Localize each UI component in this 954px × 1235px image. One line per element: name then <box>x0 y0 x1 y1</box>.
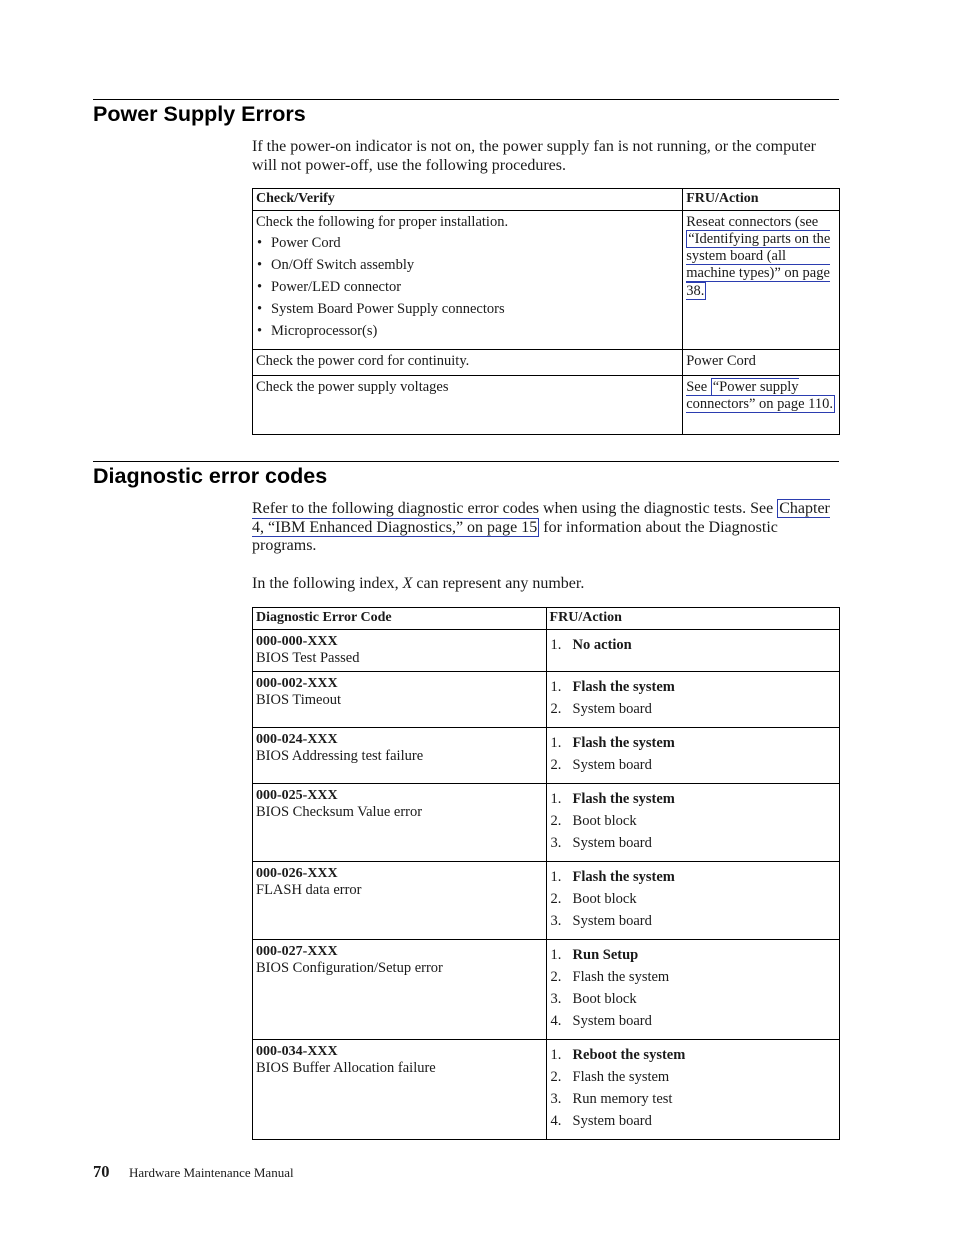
fru-step-list <box>550 1047 835 1135</box>
column-header-check: Check/Verify <box>253 189 683 211</box>
step-number: 3. <box>550 835 562 851</box>
error-description: BIOS Addressing test failure <box>256 748 424 764</box>
step-number: 3. <box>550 913 562 929</box>
step-text: System board <box>572 835 652 851</box>
column-header-code: Diagnostic Error Code <box>253 608 547 630</box>
error-code-cell <box>253 784 547 862</box>
fru-text: Reseat connectors (see <box>686 213 819 230</box>
check-cell <box>253 210 683 350</box>
check-cell: Check the power supply voltages <box>253 375 683 434</box>
section-title-diagnostic-error-codes: Diagnostic error codes <box>93 464 328 488</box>
fru-step-list <box>550 637 835 659</box>
list-item: • On/Off Switch assembly <box>256 257 678 275</box>
check-text: Check the following for proper installation. <box>256 213 509 230</box>
step-number: 2. <box>550 813 562 829</box>
error-code: 000-026-XXX <box>256 866 338 881</box>
list-item <box>550 791 835 813</box>
error-code-cell <box>253 629 547 672</box>
check-cell: Check the power cord for continuity. <box>253 350 683 376</box>
error-code-cell <box>253 1040 547 1140</box>
fru-action-cell <box>546 1040 839 1140</box>
step-number: 1. <box>550 679 562 695</box>
error-code: 000-002-XXX <box>256 676 338 691</box>
step-number: 1. <box>550 869 562 885</box>
fru-action-cell <box>546 784 839 862</box>
step-text: System board <box>572 701 652 717</box>
step-text: Run Setup <box>572 947 639 963</box>
step-number: 1. <box>550 636 562 653</box>
table-header-row <box>253 189 840 211</box>
list-item <box>550 1069 835 1091</box>
list-item: • System Board Power Supply connectors <box>256 301 678 319</box>
list-item <box>550 1113 835 1135</box>
list-item <box>550 947 835 969</box>
error-code-cell <box>253 940 547 1040</box>
intro-text: for information about the Diagnostic programs. <box>252 518 778 554</box>
table-row <box>253 375 840 434</box>
error-code-cell <box>253 728 547 784</box>
step-number: 1. <box>550 1047 562 1063</box>
list-item <box>550 1013 835 1035</box>
error-code: 000-027-XXX <box>256 944 338 959</box>
step-text: No action <box>572 636 632 653</box>
list-item <box>550 1047 835 1069</box>
column-header-fru: FRU/Action <box>546 608 839 630</box>
error-description: BIOS Checksum Value error <box>256 804 423 820</box>
power-intro-paragraph: If the power-on indicator is not on, the power supply fan is not running, or the computer will not power-off, use the following procedures. <box>252 138 816 174</box>
step-number: 2. <box>550 1069 562 1085</box>
chapter-4-link[interactable]: Chapter 4, “IBM Enhanced Diagnostics,” on page 15 <box>252 500 830 536</box>
table-header-row <box>253 608 840 630</box>
step-text: System board <box>572 1013 652 1029</box>
fru-action-cell <box>546 862 839 940</box>
list-item <box>550 869 835 891</box>
step-text: Reboot the system <box>572 1047 686 1063</box>
diagnostic-error-table <box>252 607 840 1140</box>
error-code: 000-000-XXX <box>256 633 338 649</box>
fru-action-cell <box>546 728 839 784</box>
error-description: BIOS Configuration/Setup error <box>256 960 443 976</box>
step-number: 1. <box>550 947 562 963</box>
section-rule <box>93 99 839 100</box>
step-text: Flash the system <box>572 679 675 695</box>
section-rule <box>93 461 839 462</box>
step-number: 2. <box>550 969 562 985</box>
error-description: BIOS Timeout <box>256 692 342 708</box>
table-row <box>253 784 840 862</box>
step-text: System board <box>572 757 652 773</box>
error-description: BIOS Test Passed <box>256 649 360 666</box>
step-text: Flash the system <box>572 869 675 885</box>
fru-text: See <box>686 378 708 395</box>
fru-step-list <box>550 679 835 723</box>
step-number: 2. <box>550 701 562 717</box>
step-text: Boot block <box>572 991 637 1007</box>
list-item <box>550 913 835 935</box>
step-text: Flash the system <box>572 791 675 807</box>
table-row <box>253 210 840 350</box>
table-row <box>253 350 840 376</box>
step-number: 3. <box>550 1091 562 1107</box>
page-number: 70 <box>93 1162 110 1181</box>
step-text: Run memory test <box>572 1091 673 1107</box>
list-item <box>550 679 835 701</box>
step-number: 4. <box>550 1113 562 1129</box>
fru-cell <box>683 210 840 350</box>
identifying-parts-link[interactable]: “Identifying parts on the system board (all machine types)” on page 38. <box>686 230 831 299</box>
list-item <box>550 813 835 835</box>
index-text: In the following index, <box>252 575 399 592</box>
column-header-fru: FRU/Action <box>683 189 840 211</box>
index-note-paragraph <box>252 575 842 594</box>
error-code: 000-024-XXX <box>256 732 338 747</box>
step-text: Boot block <box>572 891 637 907</box>
fru-step-list <box>550 947 835 1035</box>
step-text: Flash the system <box>572 735 675 751</box>
fru-action-cell <box>546 940 839 1040</box>
list-item <box>550 835 835 857</box>
fru-step-list <box>550 791 835 857</box>
list-item <box>550 969 835 991</box>
fru-cell <box>683 375 840 434</box>
error-code-cell <box>253 672 547 728</box>
list-item <box>550 1091 835 1113</box>
list-item: • Microprocessor(s) <box>256 323 678 341</box>
list-item <box>550 757 835 779</box>
fru-action-cell <box>546 629 839 672</box>
table-row <box>253 728 840 784</box>
fru-step-list <box>550 869 835 935</box>
table-row <box>253 862 840 940</box>
step-number: 3. <box>550 991 562 1007</box>
step-number: 1. <box>550 735 562 751</box>
error-description: FLASH data error <box>256 882 362 898</box>
list-item <box>550 637 835 659</box>
step-number: 4. <box>550 1013 562 1029</box>
list-item: • Power/LED connector <box>256 279 678 297</box>
step-text: Boot block <box>572 813 637 829</box>
error-code: 000-025-XXX <box>256 788 338 803</box>
list-item <box>550 891 835 913</box>
power-supply-connectors-link[interactable]: “Power supply connectors” on page 110. <box>686 378 834 412</box>
list-item <box>550 701 835 723</box>
index-text: can represent any number. <box>416 575 585 592</box>
table-row <box>253 672 840 728</box>
step-number: 1. <box>550 791 562 807</box>
fru-action-cell <box>546 672 839 728</box>
fru-step-list <box>550 735 835 779</box>
step-text: System board <box>572 1113 652 1129</box>
diag-intro-paragraph <box>252 500 842 556</box>
error-description: BIOS Buffer Allocation failure <box>256 1060 436 1076</box>
step-text: Flash the system <box>572 1069 670 1085</box>
error-code-cell <box>253 862 547 940</box>
check-bullet-list <box>256 235 678 341</box>
step-number: 2. <box>550 757 562 773</box>
power-supply-table <box>252 188 840 435</box>
table-row <box>253 940 840 1040</box>
fru-cell: Power Cord <box>683 350 840 376</box>
diagnostic-table-body <box>253 629 840 1140</box>
list-item: • Power Cord <box>256 235 678 253</box>
step-text: System board <box>572 913 652 929</box>
manual-title: Hardware Maintenance Manual <box>129 1165 294 1180</box>
table-row <box>253 1040 840 1140</box>
index-variable: X <box>402 575 413 592</box>
section-title-power-supply-errors: Power Supply Errors <box>93 102 306 126</box>
list-item <box>550 991 835 1013</box>
error-code: 000-034-XXX <box>256 1044 338 1059</box>
step-text: Flash the system <box>572 969 670 985</box>
table-row <box>253 629 840 672</box>
step-number: 2. <box>550 891 562 907</box>
intro-text: Refer to the following diagnostic error codes when using the diagnostic tests. See <box>252 500 774 517</box>
list-item <box>550 735 835 757</box>
